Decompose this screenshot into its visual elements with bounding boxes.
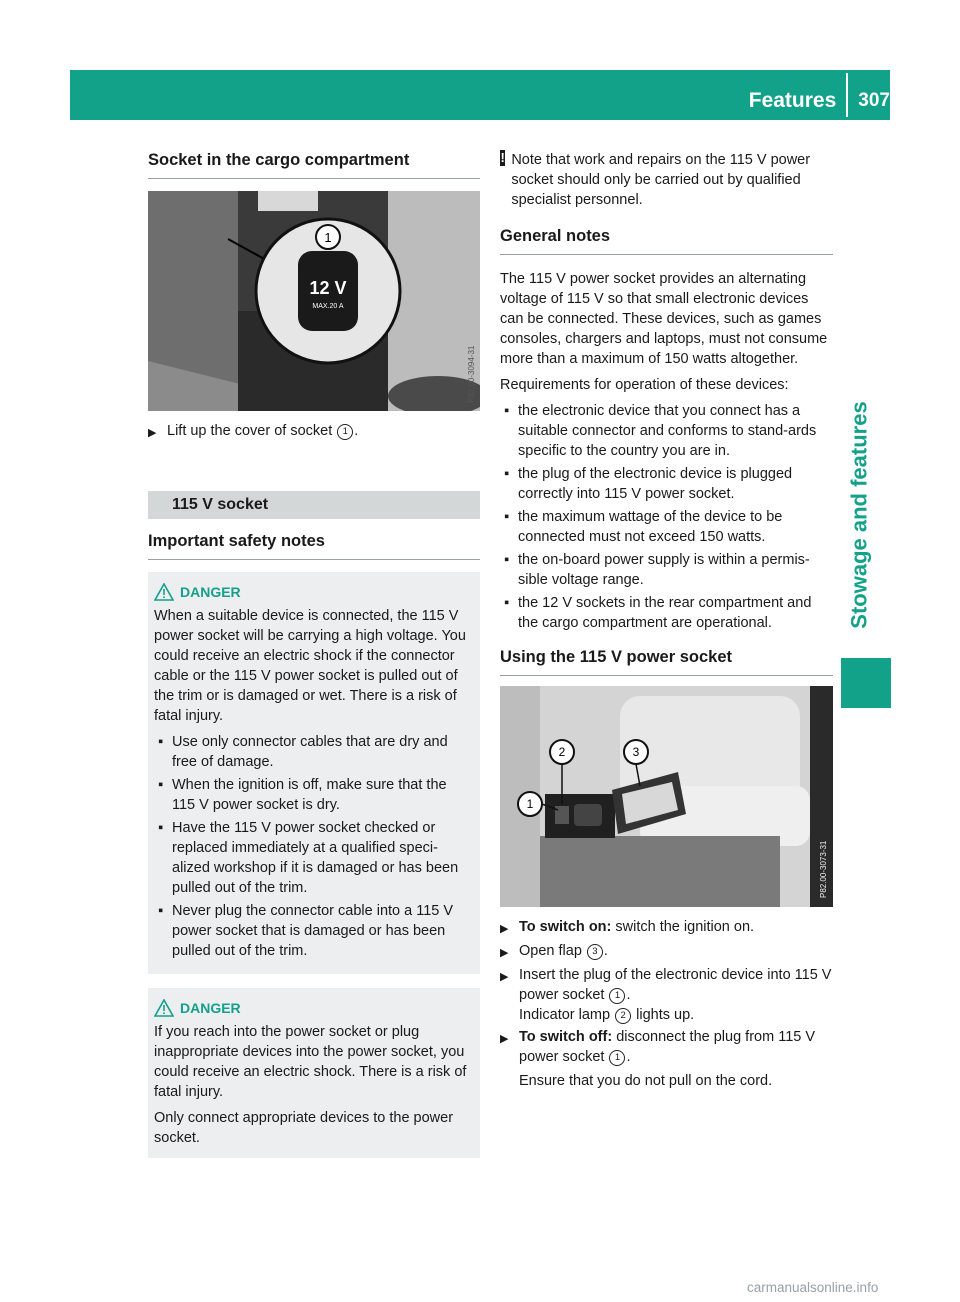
list-item: ▪ the on-board power supply is within a permis-sible voltage range. bbox=[504, 552, 810, 588]
lift-cover-step: ▶ Lift up the cover of socket 1 . bbox=[148, 421, 480, 443]
callout-3: 3 bbox=[587, 944, 603, 960]
step-arrow-icon: ▶ bbox=[500, 971, 509, 983]
footer-watermark: carmanualsonline.info bbox=[747, 1280, 879, 1295]
danger-heading: DANGER bbox=[154, 998, 472, 1018]
section-heading-115v: 115 V socket bbox=[148, 491, 480, 519]
list-item: ▪ the electronic device that you connect has a suitable connector and conforms to stand-ards specific to the country you are in. bbox=[504, 403, 817, 459]
step-arrow-icon: ▶ bbox=[500, 947, 509, 959]
list-item: ▪ Use only connector cables that are dry and free of damage. bbox=[158, 734, 448, 770]
list-item: ▪ Have the 115 V power socket checked or replaced immediately at a qualified speci-alized workshop if it is damaged or has been pulled out of the trim. bbox=[158, 820, 459, 896]
callout-1: 1 bbox=[526, 797, 534, 811]
switch-off-step: ▶ To switch off: disconnect the plug from 115 V power socket 1 . Ensure that you do not pull on the cord. bbox=[500, 1029, 816, 1089]
cargo-socket-photo bbox=[148, 191, 480, 411]
socket-cargo-heading: Socket in the cargo compartment bbox=[148, 150, 480, 179]
side-chapter-label: Stowage and features bbox=[847, 401, 873, 629]
callout-2: 2 bbox=[558, 745, 566, 759]
callout-3: 3 bbox=[632, 745, 640, 759]
rear-socket-photo bbox=[500, 686, 833, 907]
list-item: ▪ When the ignition is off, make sure that the 115 V power socket is dry. bbox=[158, 777, 447, 813]
callout-1: 1 bbox=[609, 1050, 625, 1066]
using-socket-heading: Using the 115 V power socket bbox=[500, 647, 833, 676]
insert-plug-step: ▶ Insert the plug of the electronic device into 115 V power socket 1 . Indicator lamp 2 lights up. bbox=[500, 967, 832, 1023]
left-column bbox=[148, 150, 480, 1158]
callout-2: 2 bbox=[615, 1008, 631, 1024]
requirements-intro: Requirements for operation of these devices: bbox=[500, 377, 789, 393]
socket-label-max: MAX.20 A bbox=[312, 303, 344, 310]
image-code: P82.00-3073-31 bbox=[819, 840, 828, 898]
header bbox=[749, 86, 890, 116]
warning-triangle-icon bbox=[154, 999, 174, 1017]
danger-box-2 bbox=[148, 988, 480, 1158]
header-divider bbox=[846, 73, 848, 117]
right-column bbox=[500, 150, 833, 1093]
general-text: The 115 V power socket provides an alternating voltage of 115 V so that small electronic devices can be connected. These devices, such as games consoles, chargers and laptops, must not consume more than a maximum of 150 watts altogether. bbox=[500, 271, 828, 367]
general-notes-heading: General notes bbox=[500, 226, 833, 255]
danger-text: If you reach into the power socket or plug inappropriate devices into the power socket, you could receive an electric shock. There is a risk of fatal injury. bbox=[154, 1024, 467, 1100]
danger-text: When a suitable device is connected, the 115 V power socket will be carrying a high voltage. You could receive an electric shock if the connector cable or the 115 V power socket is pulled out of the trim or is damaged or wet. There is a risk of fatal injury. bbox=[154, 608, 466, 724]
list-item: ▪ Never plug the connector cable into a 115 V power socket that is damaged or has been pulled out of the trim. bbox=[158, 903, 454, 959]
step-arrow-icon: ▶ bbox=[148, 427, 157, 439]
list-item: ▪ the maximum wattage of the device to be connected must not exceed 150 watts. bbox=[504, 509, 783, 545]
repair-note: ! Note that work and repairs on the 115 V power socket should only be carried out by qualified specialist personnel. bbox=[500, 150, 811, 208]
side-tab bbox=[841, 658, 891, 708]
socket-label-12v: 12 V bbox=[309, 278, 347, 298]
callout-1: 1 bbox=[609, 988, 625, 1004]
danger-heading: DANGER bbox=[154, 582, 472, 602]
step-arrow-icon: ▶ bbox=[500, 923, 509, 935]
section-title: Features bbox=[748, 89, 837, 112]
callout-1: 1 bbox=[324, 230, 332, 245]
note-exclamation-icon: ! bbox=[500, 150, 505, 165]
image-code: P82.00-3094-31 bbox=[467, 345, 476, 403]
list-item: ▪ the plug of the electronic device is plugged correctly into 115 V power socket. bbox=[504, 466, 793, 502]
warning-triangle-icon bbox=[154, 583, 174, 601]
step-arrow-icon: ▶ bbox=[500, 1033, 509, 1045]
danger-box-1 bbox=[148, 572, 480, 974]
callout-1: 1 bbox=[337, 424, 353, 440]
list-item: ▪ the 12 V sockets in the rear compartment and the cargo compartment are operational. bbox=[504, 595, 812, 631]
switch-on-step: ▶ To switch on: switch the ignition on. bbox=[500, 917, 833, 939]
danger-text: Only connect appropriate devices to the power socket. bbox=[154, 1110, 454, 1146]
open-flap-step: ▶ Open flap 3 . bbox=[500, 941, 833, 963]
page-number: 307 bbox=[858, 90, 890, 111]
safety-notes-heading: Important safety notes bbox=[148, 531, 480, 560]
